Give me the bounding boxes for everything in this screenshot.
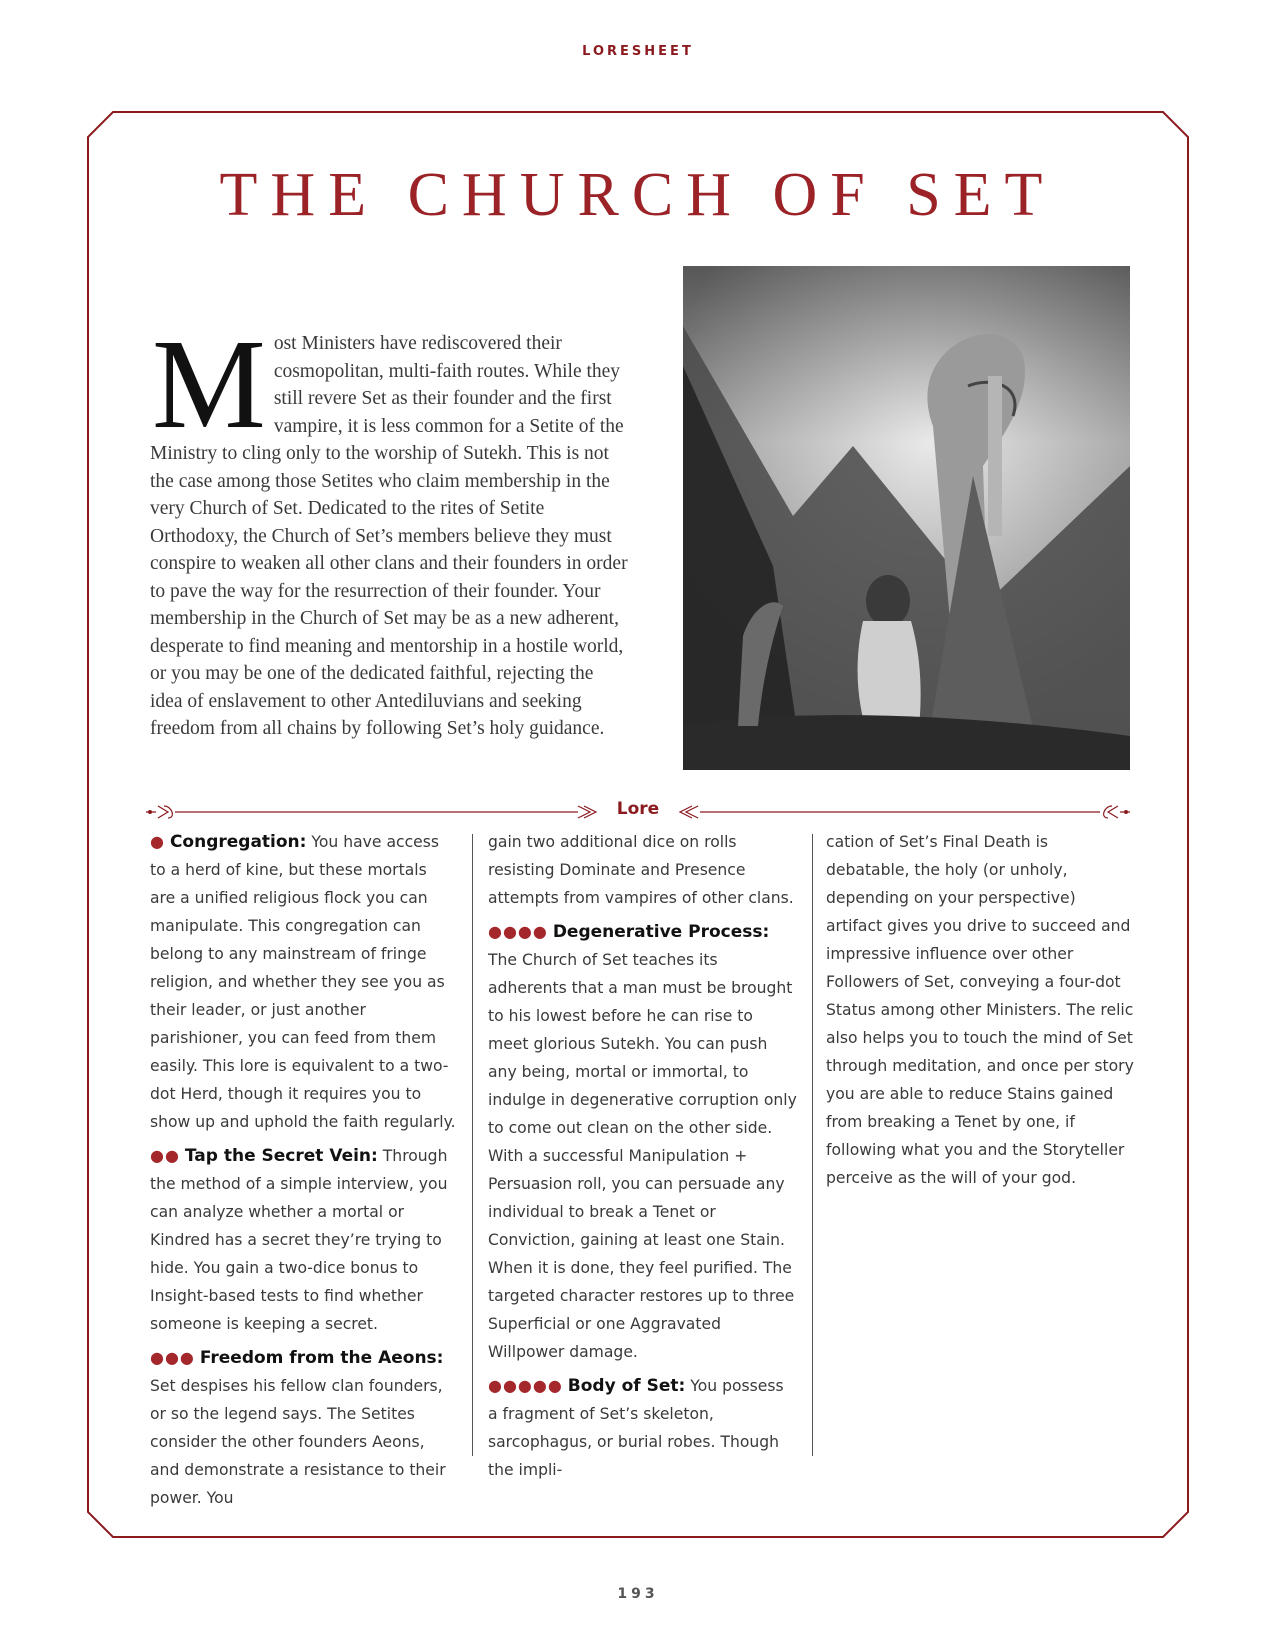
entry-text: Through the method of a simple interview, you can analyze whether a mortal or Kindred has a secret they’re trying to hide. You gain a two-dice bonus to Insight-based tests to find whether someone is keeping a secret. <box>150 1147 448 1333</box>
entry-degenerative-process <box>488 918 798 1366</box>
lore-heading: Lore <box>616 799 660 819</box>
entry-text: You have access to a herd of kine, but these mortals are a unified religious flock you can manipulate. This congregation can belong to any mainstream of fringe religion, and whether they see you as their leader, or just another parishioner, you can feed from them easily. This lore is equivalent to a two-dot Herd, though it requires you to show up and uphold the faith regularly. <box>150 833 456 1131</box>
entry-body-of-set-continued: cation of Set’s Final Death is debatable, the holy (or unholy, depending on your perspective) artifact gives you drive to succeed and impressive influence over other Followers of Set, conveying a four-dot Status among other Ministers. The relic also helps you to touch the mind of Set through meditation, and once per story you are able to reduce Stains gained from breaking a Tenet by one, if following what you and the Storyteller perceive as the will of your god. <box>826 833 1134 1187</box>
entry-congregation <box>150 828 456 1136</box>
dot-rating: ●● <box>150 1146 180 1165</box>
dot-rating: ● <box>150 832 165 851</box>
intro-text: ost Ministers have rediscovered their cosmopolitan, multi-faith routes. While they still revere Set as their founder and the first vampire, it is less common for a Setite of the Ministry to cling only to the worship of Sutekh. This is not the case among those Setites who claim membership in the very Church of Set. Dedicated to the rites of Setite Orthodoxy, the Church of Set’s members believe they must conspire to weaken all other clans and their founders in order to pave the way for the resurrection of their founder. Your membership in the Church of Set may be as a new adherent, desperate to find meaning and mentorship in a hostile world, or you may be one of the dedicated faithful, rejecting the idea of enslavement to other Antediluvians and seeking freedom from all chains by following Set’s holy guidance. <box>150 333 628 739</box>
column-3 <box>826 828 1136 1198</box>
entry-freedom-continued: gain two additional dice on rolls resisting Dominate and Presence attempts from vampires of other clans. <box>488 833 794 907</box>
dot-rating: ●●● <box>150 1348 195 1367</box>
section-header: LORESHEET <box>582 44 694 59</box>
entry-tap-the-secret-vein <box>150 1142 456 1338</box>
column-divider <box>472 834 473 1456</box>
column-divider <box>812 834 813 1456</box>
entry-text: The Church of Set teaches its adherents that a man must be brought to his lowest before he can rise to meet glorious Sutekh. You can push any being, mortal or immortal, to indulge in degenerative corruption only to come out clean on the other side. With a successful Manipulation + Persuasion roll, you can persuade any individual to break a Tenet or Conviction, gaining at least one Stain. When it is done, they feel purified. The targeted character restores up to three Superficial or one Aggravated Willpower damage. <box>488 951 797 1361</box>
entry-freedom-from-the-aeons <box>150 1344 456 1512</box>
entry-title: Freedom from the Aeons: <box>199 1348 444 1368</box>
entry-title: Degenerative Process: <box>552 922 770 942</box>
column-1 <box>150 828 456 1518</box>
entry-text: You possess a fragment of Set’s skeleton, sarcophagus, or burial robes. Though the impli- <box>488 1377 784 1479</box>
drop-cap: M <box>152 313 266 455</box>
entry-title: Body of Set: <box>567 1376 686 1396</box>
column-2 <box>488 828 798 1490</box>
page-title: THE CHURCH OF SET <box>219 161 1056 229</box>
entry-title: Tap the Secret Vein: <box>184 1146 378 1166</box>
entry-body-of-set <box>488 1372 798 1484</box>
dot-rating: ●●●● <box>488 922 548 941</box>
dot-rating: ●●●●● <box>488 1376 563 1395</box>
entry-title: Congregation: <box>169 832 307 852</box>
entry-text: Set despises his fellow clan founders, or so the legend says. The Setites consider the other founders Aeons, and demonstrate a resistance to their power. You <box>150 1377 446 1507</box>
page-number: 193 <box>617 1586 659 1602</box>
